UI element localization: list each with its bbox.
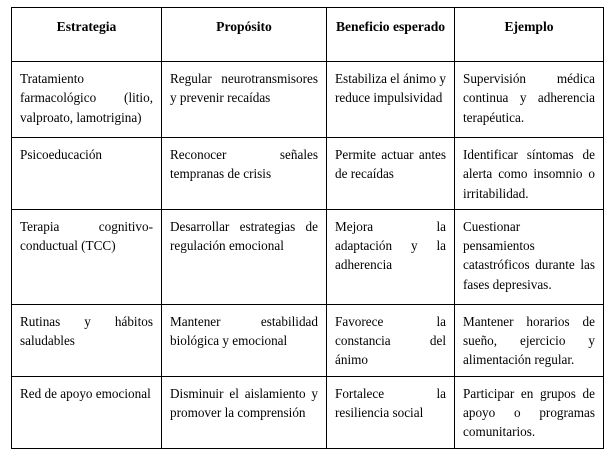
cell-estrategia xyxy=(12,138,162,210)
cell-proposito xyxy=(162,62,327,138)
cell-ejemplo xyxy=(455,62,604,138)
cell-text: Fortalece la resiliencia social xyxy=(335,385,446,421)
table-row xyxy=(12,62,604,138)
column-header-beneficio-esperado: Beneficio esperado xyxy=(327,8,455,62)
cell-text: Red de apoyo emocional xyxy=(20,385,151,401)
cell-text: Regular neurotransmisores y prevenir recaídas xyxy=(170,71,318,106)
cell-text: Cuestionar pensamientos catastróficos durante las fases depresivas. xyxy=(463,218,595,292)
cell-text: Desarrollar estrategias de regulación emocional xyxy=(170,218,318,254)
cell-ejemplo xyxy=(455,376,604,448)
cell-text: Rutinas y hábitos saludables xyxy=(20,313,153,349)
cell-beneficio xyxy=(327,209,455,304)
table-row xyxy=(12,209,604,304)
table-row xyxy=(12,376,604,448)
table-row xyxy=(12,304,604,376)
cell-text: Psicoeducación xyxy=(20,147,103,162)
cell-text: Mejora la adaptación y la adherencia xyxy=(335,218,446,273)
cell-text: Permite actuar antes de recaídas xyxy=(335,147,446,182)
cell-text: Reconocer señales tempranas de crisis xyxy=(170,147,318,182)
cell-estrategia xyxy=(12,62,162,138)
cell-text: Disminuir el aislamiento y promover la comprensión xyxy=(170,385,318,421)
cell-ejemplo xyxy=(455,209,604,304)
cell-text: Mantener estabilidad biológica y emocional xyxy=(170,313,318,349)
cell-estrategia xyxy=(12,376,162,448)
table-row xyxy=(12,138,604,210)
table-header-row xyxy=(12,8,604,62)
cell-ejemplo xyxy=(455,138,604,210)
cell-text: Mantener horarios de sueño, ejercicio y alimentación regular. xyxy=(463,313,595,368)
cell-estrategia xyxy=(12,209,162,304)
column-header-ejemplo: Ejemplo xyxy=(455,8,604,62)
cell-proposito xyxy=(162,376,327,448)
cell-ejemplo xyxy=(455,304,604,376)
cell-text: Tratamiento farmacológico (litio, valproato, lamotrigina) xyxy=(20,71,153,125)
cell-estrategia xyxy=(12,304,162,376)
cell-beneficio xyxy=(327,62,455,138)
cell-proposito xyxy=(162,209,327,304)
column-header-estrategia: Estrategia xyxy=(12,8,162,62)
cell-beneficio xyxy=(327,138,455,210)
cell-proposito xyxy=(162,138,327,210)
cell-text: Terapia cognitivo-conductual (TCC) xyxy=(20,218,153,254)
cell-text: Identificar síntomas de alerta como insomnio o irritabilidad. xyxy=(463,147,595,201)
cell-proposito xyxy=(162,304,327,376)
cell-text: Participar en grupos de apoyo o programas comunitarios. xyxy=(463,385,595,440)
column-header-proposito: Propósito xyxy=(162,8,327,62)
strategy-table xyxy=(11,7,604,449)
cell-text: Supervisión médica continua y adherencia terapéutica. xyxy=(463,71,595,125)
cell-beneficio xyxy=(327,376,455,448)
cell-text: Favorece la constancia del ánimo xyxy=(335,313,446,368)
cell-beneficio xyxy=(327,304,455,376)
cell-text: Estabiliza el ánimo y reduce impulsividad xyxy=(335,71,446,106)
